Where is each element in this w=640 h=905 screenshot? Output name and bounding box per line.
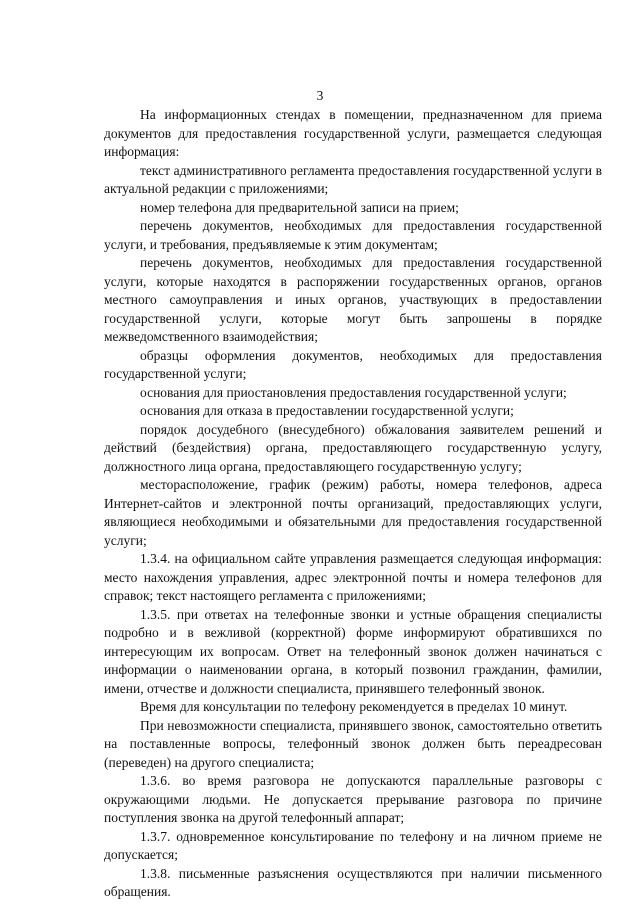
paragraph-suspension-grounds: основания для приостановления предоставления государственной услуги; [140,384,567,400]
page-number: 3 [316,88,324,103]
paragraph-consultation-time: Время для консультации по телефону рекомендуется в пределах 10 минут. [140,699,568,714]
paragraph-1-3-4: 1.3.4. на официальном сайте управления размещается следующая информация: место нахождения управления, адрес электронной почты и номера телефонов для справок; текст настоящего регламента с приложениями; [104,551,602,603]
paragraph-document-samples: образцы оформления документов, необходимых для предоставления государственной услуги; [104,347,602,381]
paragraph-1-3-8: 1.3.8. письменные разъяснения осуществляются при наличии письменного обращения. [104,865,602,899]
paragraph-location-schedule: месторасположение, график (режим) работы, номера телефонов, адреса Интернет-сайтов и электронной почты организаций, предоставляющих услуги, являющиеся необходимыми и обязательными для предоставления государственной услуги; [104,477,602,548]
paragraph-1-3-7: 1.3.7. одновременное консультирование по телефону и на личном приеме не допускается; [104,828,602,862]
document-body [104,106,602,902]
paragraph-regulation-text: текст административного регламента предоставления государственной услуги в актуальной редакции с приложениями; [104,162,602,196]
paragraph-1-3-6: 1.3.6. во время разговора не допускаются параллельные разговоры с окружающими людьми. Не допускается прерывание разговора по причине поступления звонка на другой телефонный аппарат; [104,773,602,825]
paragraph-call-redirect: При невозможности специалиста, принявшего звонок, самостоятельно ответить на поставленные вопросы, телефонный звонок должен быть переадресован (переведен) на другого специалиста; [104,717,602,770]
paragraph-phone-number: номер телефона для предварительной записи на прием; [140,199,459,215]
paragraph-interagency-documents: перечень документов, необходимых для предоставления государственной услуги, которые находятся в распоряжении государственных органов, органов местного самоуправления и иных органов, участвующих в предоставлении государственной услуги, которые могут быть запрошены в порядке межведомственного взаимодействия; [104,255,602,344]
paragraph-documents-list: перечень документов, необходимых для предоставления государственной услуги, и требования, предъявляемые к этим документам; [104,218,602,252]
paragraph-stands-intro: На информационных стендах в помещении, предназначенном для приема документов для предоставления государственной услуги, размещается следующая информация: [104,107,602,159]
paragraph-refusal-grounds: основания для отказа в предоставлении государственной услуги; [140,403,514,418]
paragraph-1-3-5: 1.3.5. при ответах на телефонные звонки и устные обращения специалисты подробно и в вежливой (корректной) форме информируют обратившихся по интересующим их вопросам. Ответ на телефонный звонок должен начинаться с информации о наименовании органа, в который позвонил гражданин, фамилии, имени, отчестве и должности специалиста, принявшего телефонный звонок. [104,606,602,696]
paragraph-appeal-procedure: порядок досудебного (внесудебного) обжалования заявителем решений и действий (бездействия) органа, предоставляющего государственную услугу, должностного лица органа, предоставляющего государственную услугу; [104,421,602,474]
